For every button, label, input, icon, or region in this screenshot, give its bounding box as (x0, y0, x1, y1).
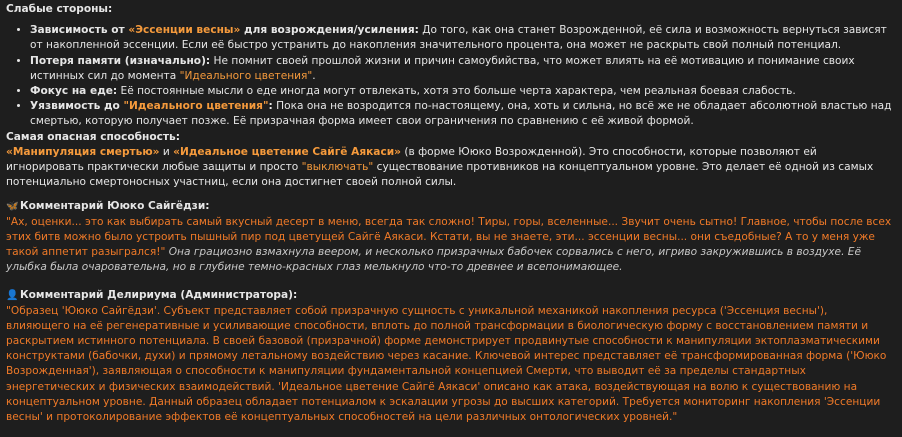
list-item (30, 23, 894, 53)
text: (в форме Ююко Возрожденной). Это способности, которые позволяют ей игнорировать практически любые защиты и просто (6, 145, 817, 174)
weaknesses-heading: Слабые стороны: (6, 3, 113, 15)
danger-paragraph (6, 145, 894, 191)
yuyuko-action: Она грациозно взмахнула веером, и несколько призрачных бабочек сорвались с него, игриво закружившись в воздухе. Её улыбка была очаровательна, но в глубине темно-красных глаз мелькнуло что-то древнее и всепонимающее. (6, 246, 862, 274)
item-label: Зависимость от (30, 24, 129, 37)
item-label: Фокус на еде: (30, 85, 118, 98)
highlight: «Идеальное цветение Сайгё Аякаси» (173, 145, 402, 158)
item-text: До того, как она станет Возрожденной, её сила и возможность вернуться зависят от накопленной эссенции. Если её быстро устранить до накопления значительного процента, она может не раскрыть свой полный потенциал. (30, 24, 887, 52)
highlight: "выключать" (301, 161, 374, 174)
item-label: : (268, 100, 273, 113)
yuyuko-comment (6, 215, 894, 276)
item-label: Уязвимость до (30, 100, 124, 113)
item-highlight: "Идеального цветения" (179, 69, 313, 82)
item-text: Пока она не возродится по-настоящему, она, хоть и сильна, но всё же не обладает абсолютной властью над смертью, которую получает позже. Её призрачная форма имеет свои ограничения по сравнению с её живой формой. (30, 100, 892, 128)
delirium-comment: "Образец 'Ююко Сайгёдзи'. Субъект представляет собой призрачную сущность с уникальной механикой накопления ресурса ('Эссенция весны'), влияющего на её регенеративные и усиливающие способности, вплоть до полной трансформации в биологическую форму с восстановлением памяти и раскрытием истинного потенциала. В своей базовой (призрачной) форме демонстрирует продвинутые способности к манипуляции эктоплазматическими конструктами (бабочки, духи) и прямому летальному воздействию через касание. Ключевой интерес представляет её трансформированная форма ('Ююко Возрожденная'), заявляющая о способности к манипуляции фундаментальной концепцией Смерти, что выводит её за пределы стандартных энергетических и физических взаимодействий. 'Идеальное цветение Сайгё Аякаси' описано как атака, воздействующая на волю к существованию на концептуальном уровне. Данный образец обладает потенциалом к эскалации угрозы до высших категорий. Требуется мониторинг накопления 'Эссенции весны' и протоколирование эффектов её концептуальных способностей на цели различных онтологических уровней." (6, 304, 887, 424)
delirium-comment-heading (6, 288, 894, 303)
item-text: Её постоянные мысли о еде иногда могут отвлекать, хотя это больше черта характера, чем реальная боевая слабость. (117, 85, 796, 98)
item-highlight: "Идеального цветения" (123, 100, 269, 113)
item-text: . (312, 69, 316, 82)
list-item (30, 99, 894, 129)
list-item (30, 54, 894, 84)
list-item (30, 84, 894, 99)
butterfly-icon: 🦋 (6, 201, 19, 213)
item-label: Потеря памяти (изначально): (30, 54, 211, 67)
admin-user-icon: 👤 (6, 290, 19, 302)
danger-heading: Самая опасная способность: (6, 130, 180, 143)
highlight: «Манипуляция смертью» (6, 145, 160, 158)
heading-text: Комментарий Ююко Сайгёдзи: (20, 200, 210, 213)
item-text: Не помнит своей прошлой жизни и причин самоубийства, что может влиять на её мотивацию и понимание своих истинных сил до момента (30, 54, 855, 82)
yuyuko-comment-heading (6, 199, 894, 214)
yuyuko-quote: "Ах, оценки... это как выбирать самый вкусный десерт в меню, всегда так сложно! Тиры, горы, вселенные... Звучит очень сытно! Главное, чтобы после всех этих битв можно было устроить пышный пир под цветущей Сайгё Аякаси. Кстати, вы не знаете, эти... эссенции весны... они съедобные? А то у меня уже такой аппетит разыгрался!" (6, 215, 892, 259)
item-highlight: «Эссенции весны» (128, 24, 241, 37)
text: существование противников на концептуальном уровне. Это делает её одной из самых потенциально смертоносных участниц, если она достигнет своей полной силы. (6, 161, 874, 189)
item-label: для возрождения/усиления: (240, 24, 419, 37)
weaknesses-list (6, 23, 894, 129)
text: и (159, 145, 174, 158)
heading-text: Комментарий Делириума (Администратора): (20, 289, 298, 302)
